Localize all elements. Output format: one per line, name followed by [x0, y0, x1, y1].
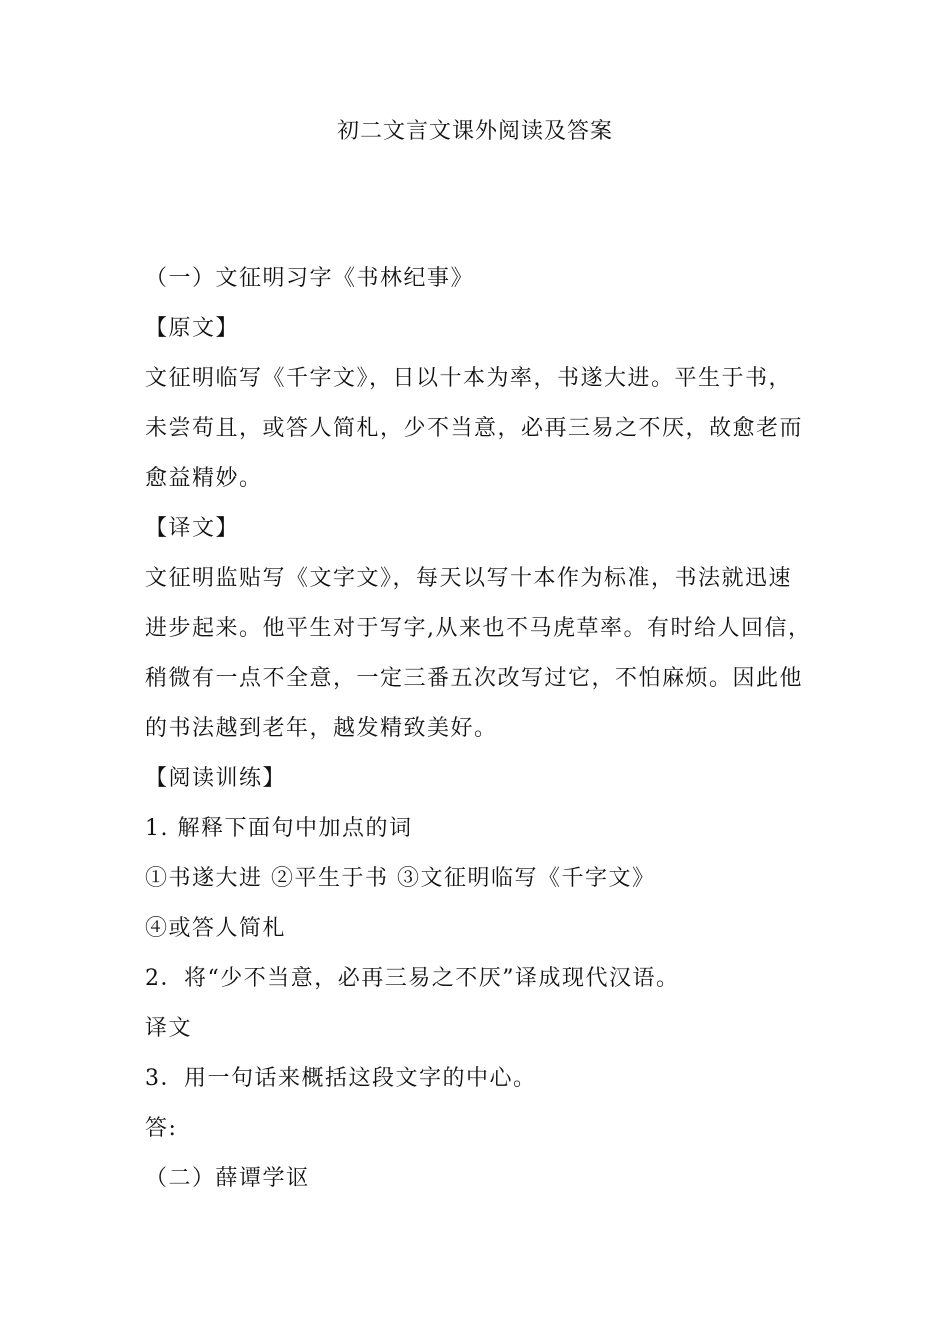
answer-label: 答:	[145, 1116, 178, 1141]
answer-label: 译文	[145, 1016, 193, 1041]
document-title: 初二文言文课外阅读及答案	[336, 119, 613, 144]
question-3: 3．用一句话来概括这段文字的中心。	[145, 1066, 537, 1091]
section-heading: （一）文征明习字《书林纪事》	[145, 266, 475, 291]
original-text-label: 【原文】	[145, 316, 240, 341]
paragraph-line: 文征明监贴写《文字文》，每天以写十本作为标准，书法就迅速	[145, 566, 793, 591]
paragraph-line: 未尝苟且，或答人简札，少不当意，必再三易之不厌，故愈老而	[145, 416, 804, 441]
paragraph-line: 文征明临写《千字文》，日以十本为率，书遂大进。平生于书，	[145, 366, 793, 391]
paragraph-line: 稍微有一点不全意，一定三番五次改写过它，不怕麻烦。因此他	[145, 666, 804, 691]
question-1-items: ①书遂大进 ②平生于书 ③文征明临写《千字文》	[145, 866, 656, 891]
translation-label: 【译文】	[145, 516, 240, 541]
question-1: 1. 解释下面句中加点的词	[145, 816, 413, 841]
section-heading: （二）薛谭学讴	[145, 1166, 310, 1191]
paragraph-line: 的书法越到老年，越发精致美好。	[145, 716, 498, 741]
document-body	[145, 254, 815, 1204]
paragraph-line: 进步起来。他平生对于写字,从来也不马虎草率。有时给人回信，	[145, 616, 812, 641]
question-1-items: ④或答人简札	[145, 916, 287, 941]
paragraph-line: 愈益精妙。	[145, 466, 263, 491]
question-2: 2．将“少不当意，必再三易之不厌”译成现代汉语。	[145, 966, 680, 991]
reading-exercise-label: 【阅读训练】	[145, 766, 287, 791]
